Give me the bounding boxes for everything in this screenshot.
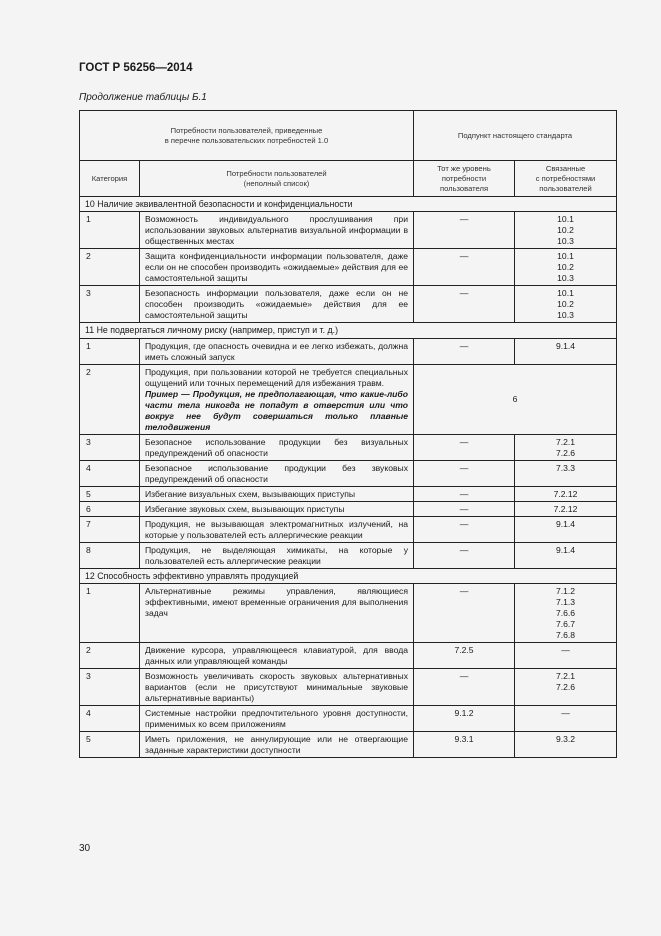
related-cell: [515, 642, 617, 668]
need-description: Продукция, не вызывающая электромагнитных излучений, на которые у пользователей есть аллергические реакции: [145, 518, 409, 540]
related-ref: 9.1.4: [555, 544, 576, 555]
related-ref: 7.6.6: [555, 607, 576, 618]
same-level-cell: —: [414, 338, 515, 364]
related-ref: 7.3.3: [555, 462, 576, 473]
need-description-cell: [140, 338, 414, 364]
same-level-cell: —: [414, 516, 515, 542]
related-ref: 9.1.4: [555, 340, 576, 351]
category-cell: 8: [80, 542, 140, 568]
category-cell: 3: [80, 434, 140, 460]
related-cell: [515, 731, 617, 757]
category-cell: 1: [80, 212, 140, 249]
header-user-needs: Потребности пользователей (неполный список): [140, 161, 414, 197]
table-row: [80, 364, 617, 434]
related-ref: 7.6.8: [555, 629, 576, 640]
related-cell: [515, 583, 617, 642]
need-description-cell: [140, 249, 414, 286]
related-ref: 7.2.12: [553, 488, 578, 499]
page-number: 30: [79, 843, 91, 854]
related-ref: —: [561, 707, 570, 718]
category-cell: 7: [80, 516, 140, 542]
related-ref: 10.2: [557, 262, 574, 273]
related-ref: 10.3: [557, 236, 574, 247]
related-ref: 7.1.2: [555, 585, 576, 596]
table-row: [80, 542, 617, 568]
related-ref: —: [561, 644, 570, 655]
same-level-cell: 7.2.5: [414, 642, 515, 668]
related-ref: 9.3.2: [555, 733, 576, 744]
same-level-cell: 9.3.1: [414, 731, 515, 757]
need-description: Избегание звуковых схем, вызывающих приступы: [145, 503, 345, 514]
category-cell: 6: [80, 501, 140, 516]
related-cell: [515, 516, 617, 542]
related-cell: [515, 501, 617, 516]
related-cell: [515, 249, 617, 286]
category-cell: 1: [80, 338, 140, 364]
need-description: Иметь приложения, не аннулирующие или не отвергающие заданные характеристики доступности: [145, 733, 409, 755]
table-row: [80, 338, 617, 364]
related-ref: 10.3: [557, 273, 574, 284]
need-description-cell: [140, 516, 414, 542]
related-ref: 7.2.6: [555, 681, 576, 692]
need-description: Возможность увеличивать скорость звуковых альтернативных вариантов (если не присутствуют минимальные звуковые альтернативные варианты): [145, 670, 409, 703]
related-ref: 7.2.1: [555, 436, 576, 447]
need-description: Безопасное использование продукции без звуковых предупреждений об опасности: [145, 462, 409, 484]
same-level-cell: —: [414, 583, 515, 642]
header-related: Связанные с потребностями пользователей: [515, 161, 617, 197]
table-row: [80, 249, 617, 286]
need-description-cell: [140, 434, 414, 460]
table-row: [80, 286, 617, 323]
table-row: [80, 642, 617, 668]
related-ref: 7.2.6: [555, 447, 576, 458]
related-cell: [515, 486, 617, 501]
category-cell: 3: [80, 668, 140, 705]
same-level-cell: —: [414, 286, 515, 323]
table-row: [80, 212, 617, 249]
related-ref: 10.1: [557, 288, 574, 299]
related-cell: [515, 434, 617, 460]
need-description: Движение курсора, управляющееся клавиатурой, для ввода данных или управляющей команды: [145, 644, 409, 666]
related-ref: 10.1: [557, 214, 574, 225]
table-row: [80, 501, 617, 516]
need-description-cell: [140, 642, 414, 668]
related-cell: [515, 460, 617, 486]
need-description: Избегание визуальных схем, вызывающих приступы: [145, 488, 356, 499]
related-ref: 7.6.7: [555, 618, 576, 629]
related-ref: 10.3: [557, 310, 574, 321]
related-ref: 7.2.1: [555, 670, 576, 681]
same-level-cell: —: [414, 542, 515, 568]
need-description: Продукция, не выделяющая химикаты, на которые у пользователей есть аллергические реакции: [145, 544, 409, 566]
related-cell: [515, 705, 617, 731]
need-description: Продукция, где опасность очевидна и ее легко избежать, должна иметь сложный запуск: [145, 340, 409, 362]
table-row: [80, 460, 617, 486]
category-cell: 2: [80, 364, 140, 434]
example-note: Пример — Продукция, не предполагающая, что какие-либо части тела никогда не попадут в отверстия или что вокруг нее будут совершаться только плавные телодвижения: [145, 388, 409, 432]
need-description: Продукция, при пользовании которой не требуется специальных ощущений или точных перемещений для избежания травм.: [145, 366, 409, 388]
related-ref: 10.1: [557, 251, 574, 262]
related-ref: 10.2: [557, 225, 574, 236]
table-row: [80, 583, 617, 642]
header-category: Категория: [80, 161, 140, 197]
document-title: ГОСТ Р 56256—2014: [79, 62, 193, 74]
same-level-cell: —: [414, 460, 515, 486]
need-description-cell: [140, 668, 414, 705]
related-ref: 7.1.3: [555, 596, 576, 607]
need-description-cell: [140, 542, 414, 568]
category-cell: 3: [80, 286, 140, 323]
need-description: Возможность индивидуального прослушивания при использовании звуковых альтернатив визуальной информации в общественных местах: [145, 214, 409, 247]
table-row: [80, 668, 617, 705]
need-description-cell: [140, 364, 414, 434]
table-row: [80, 731, 617, 757]
table-row: [80, 434, 617, 460]
same-level-cell: —: [414, 249, 515, 286]
category-cell: 4: [80, 460, 140, 486]
same-level-cell: 9.1.2: [414, 705, 515, 731]
category-cell: 2: [80, 249, 140, 286]
need-description-cell: [140, 486, 414, 501]
header-same-level: Тот же уровень потребности пользователя: [414, 161, 515, 197]
need-description-cell: [140, 731, 414, 757]
table-row: [80, 486, 617, 501]
need-description-cell: [140, 286, 414, 323]
header-standard-subclause-group: Подпункт настоящего стандарта: [414, 111, 617, 161]
related-ref: 7.2.12: [553, 503, 578, 514]
related-cell: [515, 286, 617, 323]
section-title: 12 Способность эффективно управлять продукцией: [80, 568, 617, 583]
need-description-cell: [140, 212, 414, 249]
section-title: 11 Не подвергаться личному риску (например, приступ и т. д.): [80, 323, 617, 338]
related-cell: [515, 338, 617, 364]
related-ref: 9.1.4: [555, 518, 576, 529]
related-cell: [515, 212, 617, 249]
need-description: Альтернативные режимы управления, являющиеся эффективными, имеют временные ограничения для выполнения задач: [145, 585, 409, 618]
same-level-cell: —: [414, 212, 515, 249]
header-user-needs-group: Потребности пользователей, приведенные в перечне пользовательских потребностей 1.0: [80, 111, 414, 161]
requirements-table: [79, 110, 617, 758]
section-header-row: [80, 197, 617, 212]
related-ref: 6: [512, 394, 518, 404]
same-level-cell: —: [414, 434, 515, 460]
section-header-row: [80, 568, 617, 583]
category-cell: 5: [80, 486, 140, 501]
need-description: Безопасность информации пользователя, даже если он не способен производить «ожидаемые» действия для ее самостоятельной защиты: [145, 288, 409, 321]
section-title: 10 Наличие эквивалентной безопасности и конфиденциальности: [80, 197, 617, 212]
category-cell: 1: [80, 583, 140, 642]
same-level-cell: [414, 364, 617, 434]
table-row: [80, 705, 617, 731]
need-description: Системные настройки предпочтительного уровня доступности, применимых ко всем приложениям: [145, 707, 409, 729]
same-level-cell: —: [414, 668, 515, 705]
need-description: Безопасное использование продукции без визуальных предупреждений об опасности: [145, 436, 409, 458]
category-cell: 4: [80, 705, 140, 731]
same-level-cell: —: [414, 501, 515, 516]
related-cell: [515, 668, 617, 705]
related-ref: 10.2: [557, 299, 574, 310]
need-description-cell: [140, 501, 414, 516]
section-header-row: [80, 323, 617, 338]
table-row: [80, 516, 617, 542]
category-cell: 2: [80, 642, 140, 668]
table-continuation-caption: Продолжение таблицы Б.1: [79, 92, 207, 103]
need-description-cell: [140, 583, 414, 642]
category-cell: 5: [80, 731, 140, 757]
related-cell: [515, 542, 617, 568]
need-description: Защита конфиденциальности информации пользователя, даже если он не способен производить «ожидаемые» действия для ее самостоятельной защиты: [145, 251, 409, 284]
same-level-cell: —: [414, 486, 515, 501]
need-description-cell: [140, 460, 414, 486]
need-description-cell: [140, 705, 414, 731]
